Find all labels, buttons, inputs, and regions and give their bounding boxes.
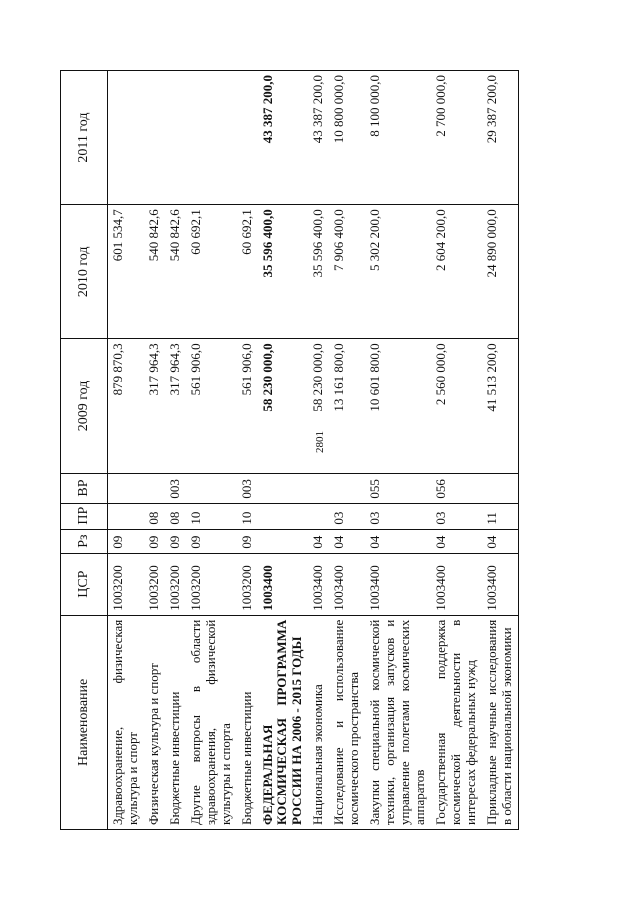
cell-name: ФЕДЕРАЛЬНАЯ КОСМИЧЕСКАЯ ПРОГРАММА РОССИИ НА 2006 - 2015 ГОДЫ <box>258 615 309 829</box>
budget-table-sheet <box>60 70 590 830</box>
table-row <box>482 71 518 830</box>
table-row <box>186 71 237 830</box>
cell-2011 <box>165 71 186 205</box>
cell-rz: 04 <box>365 529 431 553</box>
cell-2010: 60 692,1 <box>237 205 258 339</box>
cell-name: Закупки специальной космической техники, организация запусков и управление полетами космических аппаратов <box>365 615 431 829</box>
table-row <box>144 71 165 830</box>
cell-csr: 1003400 <box>308 553 329 615</box>
cell-rz: 09 <box>186 529 237 553</box>
cell-2009: 41 513 200,0 <box>482 339 518 473</box>
cell-2011: 2 700 000,0 <box>431 71 482 205</box>
cell-pr: 03 <box>329 503 365 529</box>
cell-2009: 58 230 000,0 <box>308 339 329 473</box>
cell-vr <box>258 473 309 503</box>
table-row-program-total <box>258 71 309 830</box>
cell-csr: 1003200 <box>165 553 186 615</box>
cell-name: Прикладные научные исследования в области национальной экономики <box>482 615 518 829</box>
table-row <box>165 71 186 830</box>
cell-name: Другие вопросы в области здравоохранения, физической культуры и спорта <box>186 615 237 829</box>
cell-name: Бюджетные инвестиции <box>237 615 258 829</box>
cell-vr <box>108 473 144 503</box>
table-row <box>108 71 144 830</box>
cell-vr <box>482 473 518 503</box>
cell-pr: 03 <box>431 503 482 529</box>
cell-2009: 561 906,0 <box>237 339 258 473</box>
table-header-row <box>61 71 108 830</box>
header-rz: Рз <box>61 529 108 553</box>
cell-2009: 317 964,3 <box>144 339 165 473</box>
cell-vr <box>144 473 165 503</box>
cell-2010: 35 596 400,0 <box>308 205 329 339</box>
cell-csr: 1003200 <box>186 553 237 615</box>
cell-csr: 1003200 <box>144 553 165 615</box>
cell-name: Государственная поддержка космической деятельности в интересах федеральных нужд <box>431 615 482 829</box>
cell-rz: 04 <box>329 529 365 553</box>
cell-2011 <box>237 71 258 205</box>
table-row <box>237 71 258 830</box>
cell-vr: 055 <box>365 473 431 503</box>
cell-2011 <box>144 71 165 205</box>
cell-2010: 2 604 200,0 <box>431 205 482 339</box>
cell-2010: 540 842,6 <box>165 205 186 339</box>
cell-vr: 003 <box>237 473 258 503</box>
cell-2010: 7 906 400,0 <box>329 205 365 339</box>
cell-2010: 601 534,7 <box>108 205 144 339</box>
cell-pr: 11 <box>482 503 518 529</box>
header-csr: ЦСР <box>61 553 108 615</box>
cell-csr: 1003200 <box>237 553 258 615</box>
cell-csr: 1003400 <box>482 553 518 615</box>
cell-rz: 09 <box>108 529 144 553</box>
cell-name: Бюджетные инвестиции <box>165 615 186 829</box>
cell-rz: 09 <box>165 529 186 553</box>
cell-2010: 540 842,6 <box>144 205 165 339</box>
cell-vr <box>329 473 365 503</box>
cell-pr <box>308 503 329 529</box>
header-pr: ПР <box>61 503 108 529</box>
header-vr: ВР <box>61 473 108 503</box>
cell-2009: 317 964,3 <box>165 339 186 473</box>
table-row <box>308 71 329 830</box>
page-number: 2801 <box>314 431 326 453</box>
budget-table <box>60 70 519 830</box>
cell-2011: 8 100 000,0 <box>365 71 431 205</box>
cell-csr: 1003400 <box>365 553 431 615</box>
cell-rz: 09 <box>237 529 258 553</box>
cell-pr: 08 <box>165 503 186 529</box>
cell-pr <box>258 503 309 529</box>
cell-2009: 879 870,3 <box>108 339 144 473</box>
header-2009: 2009 год <box>61 339 108 473</box>
header-name: Наименование <box>61 615 108 829</box>
cell-pr <box>108 503 144 529</box>
table-row <box>431 71 482 830</box>
table-row <box>365 71 431 830</box>
cell-2009: 10 601 800,0 <box>365 339 431 473</box>
cell-vr <box>186 473 237 503</box>
cell-name: Национальная экономика <box>308 615 329 829</box>
cell-pr: 03 <box>365 503 431 529</box>
cell-2009: 13 161 800,0 <box>329 339 365 473</box>
cell-rz <box>258 529 309 553</box>
cell-rz: 04 <box>308 529 329 553</box>
cell-csr: 1003400 <box>431 553 482 615</box>
cell-2009: 58 230 000,0 <box>258 339 309 473</box>
cell-rz: 04 <box>431 529 482 553</box>
cell-pr: 08 <box>144 503 165 529</box>
cell-2010: 5 302 200,0 <box>365 205 431 339</box>
cell-2010: 60 692,1 <box>186 205 237 339</box>
cell-name: Здравоохранение, физическая культура и спорт <box>108 615 144 829</box>
cell-2011 <box>186 71 237 205</box>
cell-pr: 10 <box>186 503 237 529</box>
header-2011: 2011 год <box>61 71 108 205</box>
cell-vr <box>308 473 329 503</box>
cell-2011: 43 387 200,0 <box>258 71 309 205</box>
cell-2010: 24 890 000,0 <box>482 205 518 339</box>
cell-2011: 29 387 200,0 <box>482 71 518 205</box>
cell-name: Физическая культура и спорт <box>144 615 165 829</box>
cell-csr: 1003400 <box>258 553 309 615</box>
cell-2011: 43 387 200,0 <box>308 71 329 205</box>
cell-2011 <box>108 71 144 205</box>
cell-rz: 04 <box>482 529 518 553</box>
cell-csr: 1003400 <box>329 553 365 615</box>
header-2010: 2010 год <box>61 205 108 339</box>
cell-pr: 10 <box>237 503 258 529</box>
cell-2009: 561 906,0 <box>186 339 237 473</box>
cell-name: Исследование и использование космического пространства <box>329 615 365 829</box>
cell-rz: 09 <box>144 529 165 553</box>
cell-csr: 1003200 <box>108 553 144 615</box>
table-row <box>329 71 365 830</box>
cell-2009: 2 560 000,0 <box>431 339 482 473</box>
cell-2010: 35 596 400,0 <box>258 205 309 339</box>
cell-2011: 10 800 000,0 <box>329 71 365 205</box>
cell-vr: 003 <box>165 473 186 503</box>
cell-vr: 056 <box>431 473 482 503</box>
